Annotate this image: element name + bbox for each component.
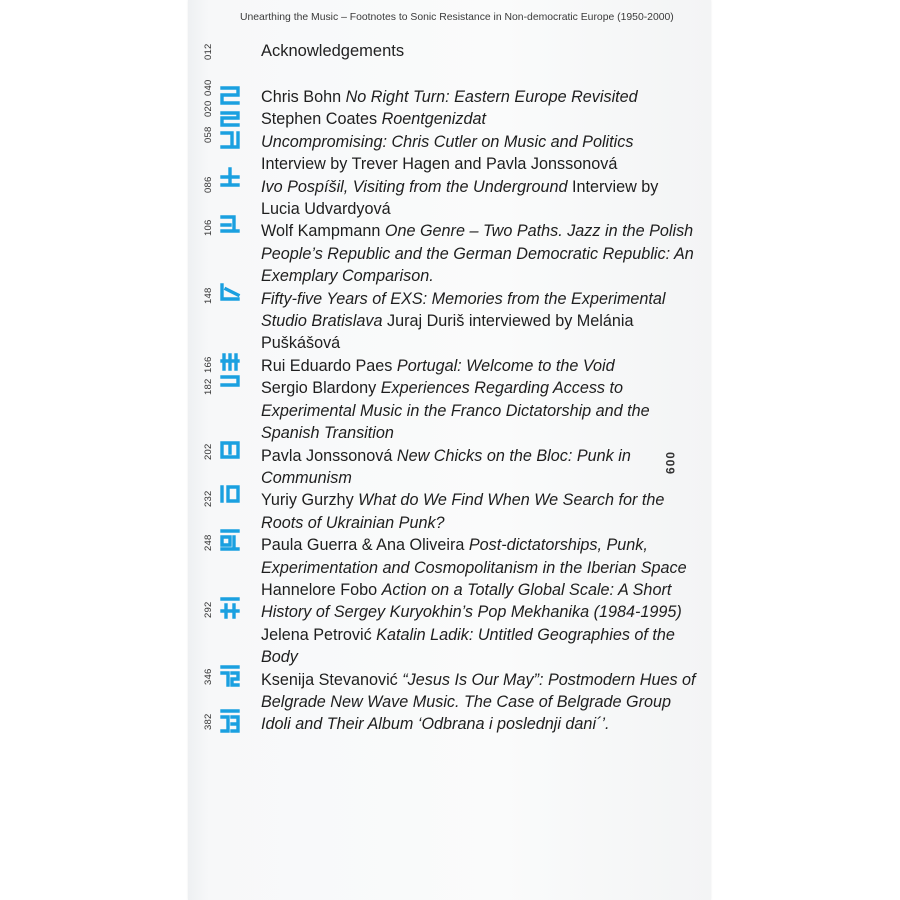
glyph-09-icon bbox=[222, 487, 238, 501]
page-number-sergio-blardony: 182 bbox=[203, 378, 214, 395]
page-number-ivo-pospisil: 086 bbox=[203, 176, 214, 193]
glyph-08-icon bbox=[222, 443, 238, 457]
page-number-ksenija-stevanovic: 382 bbox=[203, 713, 214, 730]
contents-entry[interactable]: Sergio Blardony Experiences Regarding Access to Experimental Music in the Franco Dictatorship and the Spanish Transition bbox=[261, 379, 650, 443]
page-number-jelena-petrovic: 346 bbox=[203, 668, 214, 685]
contents-entry[interactable]: Pavla Jonssonová New Chicks on the Bloc: Punk in Communism bbox=[261, 446, 631, 487]
glyph-13-icon bbox=[222, 711, 238, 731]
glyph-11-icon bbox=[222, 599, 238, 617]
running-header: Unearthing the Music – Footnotes to Sonic Resistance in Non-democratic Europe (1950-2000) bbox=[240, 12, 674, 23]
contents-entry[interactable]: Ivo Pospíšil, Visiting from the Underground Interview by Lucia Udvardyová bbox=[261, 177, 659, 219]
page-number-chris-bohn: 020 bbox=[203, 100, 214, 117]
page-number-chris-cutler: 058 bbox=[203, 126, 214, 143]
contents-entry[interactable]: Yuriy Gurzhy What do We Find When We Search for the Roots of Ukrainian Punk? bbox=[261, 491, 665, 532]
glyph-07-icon bbox=[222, 355, 238, 385]
glyph-12-icon bbox=[222, 667, 238, 685]
page-number-hannelore-fobo: 292 bbox=[203, 601, 214, 618]
page-number-wolf-kampmann: 106 bbox=[203, 219, 214, 236]
contents-entry[interactable]: Stephen Coates Roentgenizdat bbox=[261, 110, 486, 129]
glyph-03-icon bbox=[222, 133, 238, 147]
contents-entry[interactable]: Ksenija Stevanović “Jesus Is Our May”: Postmodern Hues of Belgrade New Wave Music. The Case of Belgrade Group Idoli and Their Album ‘Odbrana i poslednji dani´’. bbox=[261, 670, 696, 734]
glyph-06-icon bbox=[222, 285, 238, 299]
contents-entry[interactable]: Hannelore Fobo Action on a Totally Global Scale: A Short History of Sergey Kuryokhin’s Pop Mekhanika (1984-1995) bbox=[261, 580, 682, 622]
glyph-04-icon bbox=[222, 169, 238, 185]
page-number-exs: 148 bbox=[203, 287, 214, 304]
page-number-pavla-jonssonova: 202 bbox=[203, 443, 214, 460]
acknowledgements-page-number: 012 bbox=[203, 43, 214, 60]
glyph-01-icon bbox=[222, 88, 238, 103]
contents-list bbox=[261, 86, 701, 736]
folio-page-number: 009 bbox=[663, 452, 677, 476]
page-number-yuriy-gurzhy: 232 bbox=[203, 490, 214, 507]
contents-entry[interactable]: Wolf Kampmann One Genre – Two Paths. Jazz in the Polish People’s Republic and the German Democratic Republic: An Exemplary Comparison. bbox=[261, 222, 694, 286]
contents-entry[interactable]: Rui Eduardo Paes Portugal: Welcome to the Void bbox=[261, 356, 615, 375]
chapter-glyph-column bbox=[220, 85, 242, 745]
contents-entry[interactable]: Uncompromising: Chris Cutler on Music and Politics Interview by Trever Hagen and Pavla Jonssonová bbox=[261, 132, 634, 174]
page-number-rui-paes: 166 bbox=[203, 356, 214, 373]
page-number-stephen-coates: 040 bbox=[203, 79, 214, 96]
contents-entry[interactable]: Chris Bohn No Right Turn: Eastern Europe Revisited bbox=[261, 88, 638, 106]
contents-entry[interactable]: Fifty-five Years of EXS: Memories from the Experimental Studio Bratislava Juraj Duriš interviewed by Melánia Puškášová bbox=[261, 289, 666, 353]
contents-entry[interactable]: Jelena Petrović Katalin Ladik: Untitled Geographies of the Body bbox=[261, 625, 675, 667]
glyph-05-icon bbox=[222, 217, 238, 231]
book-page bbox=[188, 0, 711, 900]
page-number-guerra-oliveira: 248 bbox=[203, 534, 214, 551]
contents-entry[interactable]: Paula Guerra & Ana Oliveira Post-dictatorships, Punk, Experimentation and Cosmopolitanism in the Iberian Space bbox=[261, 536, 687, 577]
acknowledgements-page-number-container bbox=[203, 41, 215, 61]
glyph-02-icon bbox=[222, 113, 238, 125]
acknowledgements-heading: Acknowledgements bbox=[261, 42, 405, 60]
glyph-10-icon bbox=[222, 531, 238, 549]
